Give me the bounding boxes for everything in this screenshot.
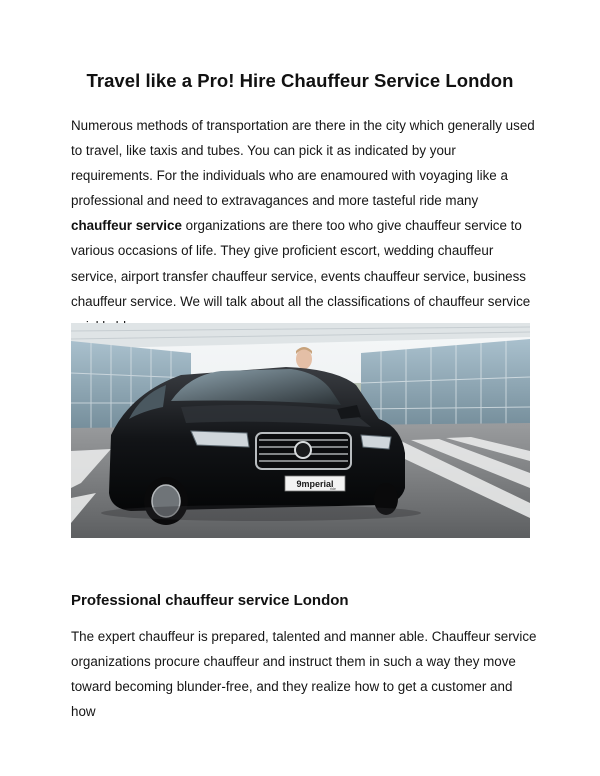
license-plate-logo: 9mperial [296,479,334,489]
page-title: Travel like a Pro! Hire Chauffeur Service London [86,70,514,91]
intro-text-start: Numerous methods of transportation are there in the city which generally used to travel, like taxis and tubes. You can pick it as indicated by your requirements. For the individuals who are enamoured with voyaging like a professional and need to extravagances and more tasteful ride many [71,118,535,209]
chauffeur-car-photo [71,323,530,538]
intro-text-end: organizations are there too who give chauffeur service to various occasions of life. They give proficient escort, wedding chauffeur service, airport transfer chauffeur service, events chauffeur service, business chauffeur service. We will talk about all the classifications of chauffeur service [71,218,531,309]
section-paragraph: The expert chauffeur is prepared, talented and manner able. Chauffeur service organizations procure chauffeur and instruct them in such a way they move toward becoming blunder-free, and they realize how to get a customer and how [71,629,537,720]
intro-bold-keyword[interactable]: chauffeur service [71,218,182,234]
intro-paragraph [71,113,537,341]
license-plate-sub: ride [330,487,336,491]
section-heading: Professional chauffeur service London [71,592,349,609]
